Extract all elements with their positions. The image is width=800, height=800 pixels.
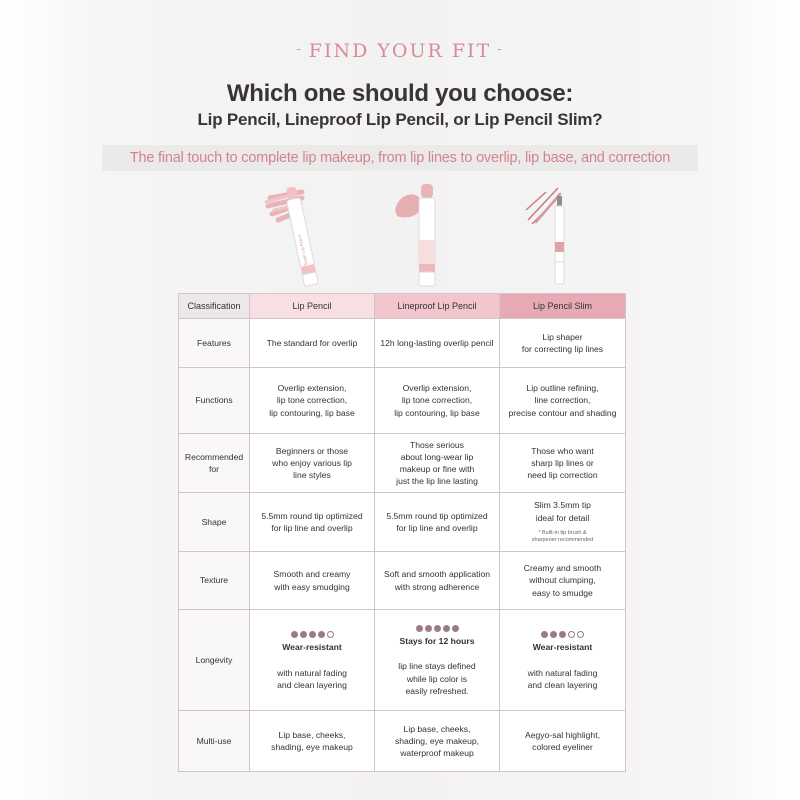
cell-line: with natural fading [527,667,598,678]
rating-dot-filled [309,631,316,638]
cell-line: Lip shaper [542,331,583,342]
cell-line: lip tone correction, [401,395,473,406]
cell-line: Lip base, cheeks, [403,723,471,734]
cell-line: for lip line and overlip [271,523,353,533]
table-cell [250,552,375,610]
rating-dot-filled [434,625,441,632]
table-cell [375,434,500,493]
rating-dot-filled [443,625,450,632]
cell-line: Those who want [531,445,594,456]
cell-line: without clumping, [529,575,596,586]
longevity-title: Stays for 12 hours [399,636,475,647]
eyebrow [0,40,800,62]
cell-line: Aegyo-sal highlight, [524,729,600,740]
table-cell [500,368,626,434]
cell-line: lip contouring, lip base [269,407,355,418]
cell-line: about long-wear lip [400,451,474,462]
header-lip-pencil-slim: Lip Pencil Slim [500,294,626,319]
cell-line: makeup or fine with [399,464,475,474]
cell-line: waterproof makeup [400,748,474,759]
table-row [179,434,626,493]
table-row [179,610,626,711]
rating-dots [291,631,334,638]
rating-dot-empty [577,631,584,638]
cell-line: shading, eye makeup [271,742,353,752]
longevity-note [254,667,370,691]
cell-line: Slim 3.5mm tip [534,500,591,511]
cell-line: 12h long-lasting overlip pencil [380,337,494,348]
table-cell [250,493,375,552]
rating-dot-filled [452,625,459,632]
rating-dot-empty [568,631,575,638]
table-cell [250,368,375,434]
cell-line: and clean layering [527,679,598,690]
table-cell [500,552,626,610]
cell-line: with easy smudging [274,581,350,592]
cell-line: with natural fading [277,667,347,678]
cell-line: ideal for detail [535,512,590,523]
table-cell [375,552,500,610]
cell-line: for correcting lip lines [521,344,604,354]
row-label-shape: Shape [179,493,250,552]
product-images [0,180,800,290]
rating-dot-filled [318,631,325,638]
row-label-texture: Texture [179,552,250,610]
longevity-note [379,660,495,697]
eyebrow-dash-right: - [497,42,504,56]
cell-line: and clean layering [277,679,347,690]
table-header-row [179,294,626,319]
cell-line: shading, eye makeup, [394,735,480,746]
shape-footnote [504,530,621,545]
cell-line: line styles [293,470,331,481]
table-cell [500,610,626,711]
subheadline: Lip Pencil, Lineproof Lip Pencil, or Lip Pencil Slim? [197,110,603,129]
table-cell [375,319,500,368]
cell-line: Lip base, cheeks, [278,729,346,740]
table-cell [375,493,500,552]
row-label-longevity: Longevity [179,610,250,711]
table-row [179,319,626,368]
cell-line: sharp lip lines or [531,457,594,468]
table-cell [375,610,500,711]
rating-dot-filled [300,631,307,638]
cell-line: easy to smudge [532,587,593,598]
row-label-multi-use: Multi-use [179,711,250,772]
cell-line: with strong adherence [394,581,480,592]
table-row [179,552,626,610]
rating-dot-filled [291,631,298,638]
cell-line: Beginners or those [275,445,349,456]
table-cell [500,319,626,368]
footnote-line: sharpener recommended [531,537,594,544]
cell-line: for lip line and overlip [396,523,478,533]
cell-line: Smooth and creamy [273,569,351,580]
cell-line: who enjoy various lip [272,457,352,468]
header-lineproof-lip-pencil: Lineproof Lip Pencil [375,294,500,319]
table-row [179,493,626,552]
table-cell [250,319,375,368]
row-label-line: for [208,464,220,474]
rating-dot-filled [550,631,557,638]
table-cell [375,711,500,772]
rating-dot-filled [416,625,423,632]
eyebrow-dash-left: - [296,42,303,56]
rating-dots [416,625,459,632]
cell-line: just the lip line lasting [396,476,478,487]
cell-line: Soft and smooth application [383,569,491,580]
row-label-recommended-for [179,434,250,493]
cell-line: Those serious [410,439,464,450]
table-cell [375,368,500,434]
cell-line: while lip color is [406,673,468,684]
cell-line: 5.5mm round tip optimized [261,510,363,521]
lineproof-lip-pencil-image [385,180,465,290]
longevity-note [504,667,621,691]
cell-line: easily refreshed. [405,685,469,696]
footnote-line: * Built-in tip brush & [538,529,587,536]
table-cell [250,434,375,493]
cell-line: lip contouring, lip base [394,407,480,418]
header-classification: Classification [179,294,250,319]
cell-line: 5.5mm round tip optimized [386,510,488,521]
row-label-functions: Functions [179,368,250,434]
rating-dots [541,631,584,638]
rating-dot-filled [541,631,548,638]
longevity-title: Wear-resistant [282,642,342,653]
svg-text:Sugar Lip Pencil: Sugar Lip Pencil [296,234,309,267]
cell-line: The standard for overlip [266,337,358,348]
table-cell [250,610,375,711]
header-lip-pencil: Lip Pencil [250,294,375,319]
cell-line: Overlip extension, [402,383,472,394]
cell-line: line correction, [534,395,591,406]
table-cell [500,434,626,493]
table-row [179,368,626,434]
tagline: The final touch to complete lip makeup, from lip lines to overlip, lip base, and correction [102,145,698,171]
rating-dot-empty [327,631,334,638]
headline: Which one should you choose: [226,80,574,107]
cell-line: need lip correction [527,470,598,481]
cell-line: lip line stays defined [398,661,476,672]
lip-pencil-image [262,180,342,290]
cell-line: Overlip extension, [277,383,347,394]
rating-dot-filled [425,625,432,632]
cell-line: Lip outline refining, [526,383,599,394]
row-label-line: Recommended [184,451,244,462]
eyebrow-text: FIND YOUR FIT [308,40,492,62]
rating-dot-filled [559,631,566,638]
row-label-features: Features [179,319,250,368]
table-cell [500,493,626,552]
table-row [179,711,626,772]
lip-pencil-slim-image [520,180,600,290]
comparison-table [178,293,626,772]
table-cell [500,711,626,772]
cell-line: colored eyeliner [532,742,593,752]
cell-line: precise contour and shading [508,407,617,418]
cell-line: lip tone correction, [276,395,348,406]
longevity-title: Wear-resistant [532,642,593,653]
cell-line: Creamy and smooth [523,563,602,574]
table-cell [250,711,375,772]
